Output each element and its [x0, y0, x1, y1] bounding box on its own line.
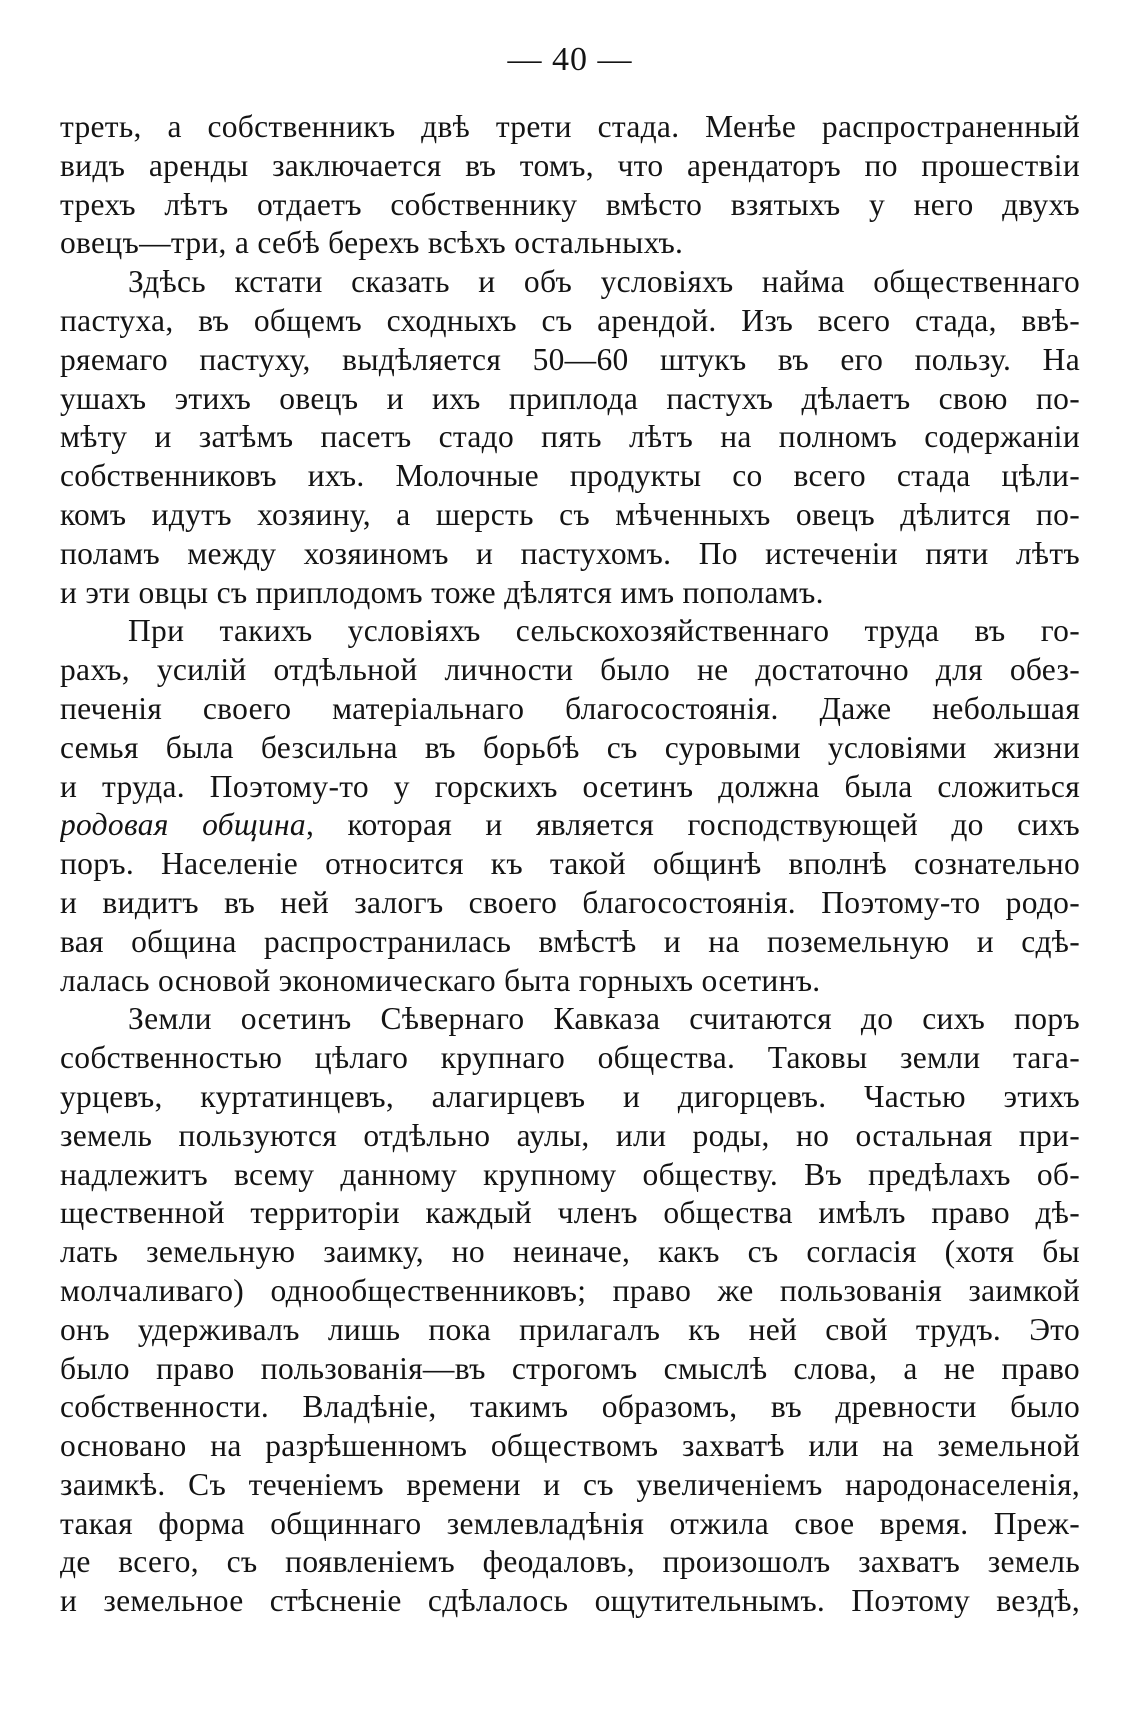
- text-line: и видитъ въ ней залогъ своего благосостоянія. Поэтому-то родо-: [60, 884, 1080, 920]
- italic-emphasis: родовая община: [60, 807, 306, 843]
- text-line: и труда. Поэтому-то у горскихъ осетинъ должна была сложиться: [60, 768, 1080, 804]
- text-line: ряемаго пастуху, выдѣляется 50—60 штукъ въ его пользу. На: [60, 341, 1080, 377]
- text-line: заимкѣ. Съ теченіемъ времени и съ увеличеніемъ народонаселенія,: [60, 1466, 1080, 1502]
- text-line: онъ удерживалъ лишь пока прилагалъ къ ней свой трудъ. Это: [60, 1311, 1080, 1347]
- text-line: Земли осетинъ Сѣвернаго Кавказа считаются до сихъ поръ: [128, 1001, 1080, 1037]
- text-line: При такихъ условіяхъ сельскохозяйственнаго труда въ го-: [128, 613, 1080, 649]
- text-line: собственности. Владѣніе, такимъ образомъ, въ древности было: [60, 1389, 1080, 1425]
- text-line: поръ. Населеніе относится къ такой общинѣ вполнѣ сознательно: [60, 846, 1080, 882]
- text-line: надлежитъ всему данному крупному обществу. Въ предѣлахъ об-: [60, 1156, 1080, 1192]
- text-line: вая община распространилась вмѣстѣ и на поземельную и сдѣ-: [60, 923, 1080, 959]
- text-line: лать земельную заимку, но неиначе, какъ съ согласія (хотя бы: [60, 1234, 1080, 1270]
- text-line: треть, а собственникъ двѣ трети стада. Менѣе распространенный: [60, 109, 1080, 144]
- text-line: ушахъ этихъ овецъ и ихъ приплода пастухъ дѣлаетъ свою по-: [60, 380, 1080, 416]
- text-line: собственностью цѣлаго крупнаго общества. Таковы земли тага-: [60, 1040, 1080, 1076]
- text-line: родовая община, которая и является господствующей до сихъ: [60, 807, 1080, 843]
- paragraph: [60, 612, 1080, 1000]
- paragraph: [60, 263, 1080, 612]
- text-line: щественной территоріи каждый членъ общества имѣлъ право дѣ-: [60, 1195, 1080, 1231]
- text-line: овецъ—три, а себѣ берехъ всѣхъ остальныхъ.: [60, 225, 684, 261]
- text-line: пастуха, въ общемъ сходныхъ съ арендой. Изъ всего стада, ввѣ-: [60, 302, 1080, 338]
- text-line: печенія своего матеріальнаго благосостоянія. Даже небольшая: [60, 690, 1080, 726]
- text-line: урцевъ, куртатинцевъ, алагирцевъ и дигорцевъ. Частью этихъ: [60, 1078, 1080, 1114]
- paragraph: [60, 1000, 1080, 1621]
- text-line: Здѣсь кстати сказать и объ условіяхъ найма общественнаго: [128, 264, 1080, 300]
- body-text: [60, 108, 1080, 1621]
- text-line: и эти овцы съ приплодомъ тоже дѣлятся имъ пополамъ.: [60, 574, 824, 610]
- paragraph: [60, 108, 1080, 263]
- text-line: земель пользуются отдѣльно аулы, или роды, но остальная при-: [60, 1117, 1080, 1153]
- text-line: основано на разрѣшенномъ обществомъ захватѣ или на земельной: [60, 1428, 1080, 1464]
- text-line: мѣту и затѣмъ пасетъ стадо пять лѣтъ на полномъ содержаніи: [60, 419, 1080, 455]
- text-line: де всего, съ появленіемъ феодаловъ, произошолъ захватъ земель: [60, 1544, 1080, 1580]
- text-line: и земельное стѣсненіе сдѣлалось ощутительнымъ. Поэтому вездѣ,: [60, 1583, 1080, 1619]
- text-line: комъ идутъ хозяину, а шерсть съ мѣченныхъ овецъ дѣлится по-: [60, 496, 1080, 532]
- text-line: было право пользованія—въ строгомъ смыслѣ слова, а не право: [60, 1350, 1080, 1386]
- text-line: такая форма общиннаго землевладѣнія отжила свое время. Преж-: [60, 1505, 1080, 1541]
- text-line: семья была безсильна въ борьбѣ съ суровыми условіями жизни: [60, 729, 1080, 765]
- text-line: собственниковъ ихъ. Молочные продукты со всего стада цѣли-: [60, 458, 1080, 494]
- text-line: лалась основой экономическаго быта горныхъ осетинъ.: [60, 962, 821, 998]
- text-line: рахъ, усилій отдѣльной личности было не достаточно для обез-: [60, 652, 1080, 688]
- text-line: молчаливаго) однообщественниковъ; право же пользованія заимкой: [60, 1272, 1080, 1308]
- text-line: трехъ лѣтъ отдаетъ собственнику вмѣсто взятыхъ у него двухъ: [60, 186, 1080, 222]
- page-number: — 40 —: [507, 41, 633, 78]
- text-line: видъ аренды заключается въ томъ, что арендаторъ по прошествіи: [60, 147, 1080, 183]
- text-line: поламъ между хозяиномъ и пастухомъ. По истеченіи пяти лѣтъ: [60, 535, 1080, 571]
